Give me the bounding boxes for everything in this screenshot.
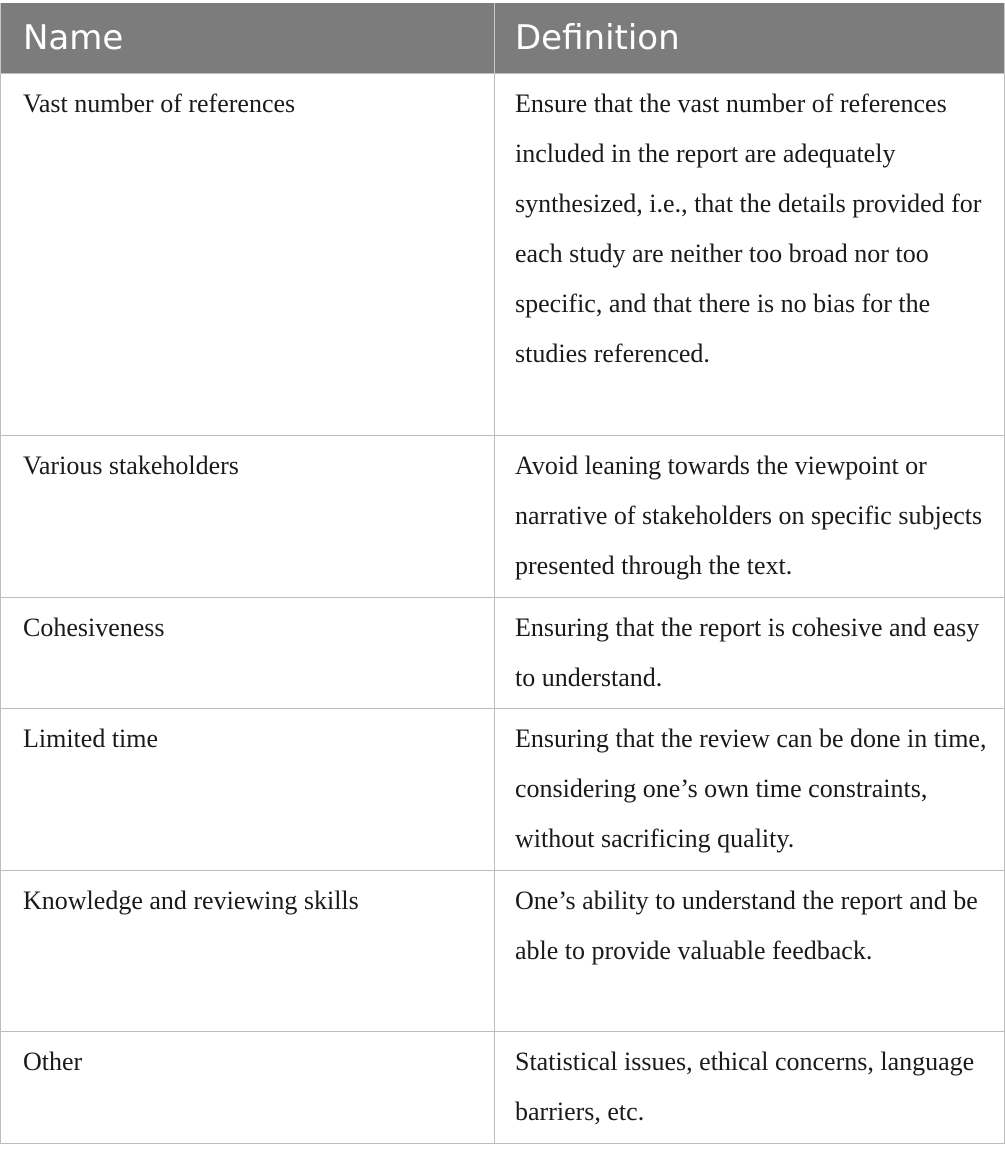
row-definition: Ensure that the vast number of references included in the report are adequately synthesized, i.e., that the details provided for each study are neither too broad nor too specific, and that there is no bias for the studies referenced. — [495, 73, 1005, 435]
row-definition: One’s ability to understand the report and be able to provide valuable feedback. — [495, 870, 1005, 1031]
row-definition: Ensuring that the report is cohesive and easy to understand. — [495, 597, 1005, 708]
table-row — [1, 1031, 1005, 1143]
review-challenges-table-container — [0, 3, 1004, 1144]
table-row — [1, 597, 1005, 708]
table-header — [1, 3, 1005, 73]
header-definition: Definition — [495, 3, 1005, 73]
row-definition: Ensuring that the review can be done in time, considering one’s own time constraints, without sacrificing quality. — [495, 708, 1005, 870]
table-body — [1, 73, 1005, 1143]
row-name: Various stakeholders — [1, 435, 495, 597]
review-challenges-table — [0, 3, 1005, 1144]
table-row — [1, 435, 1005, 597]
header-name: Name — [1, 3, 495, 73]
row-name: Limited time — [1, 708, 495, 870]
row-name: Knowledge and reviewing skills — [1, 870, 495, 1031]
header-row — [1, 3, 1005, 73]
row-name: Other — [1, 1031, 495, 1143]
table-row — [1, 708, 1005, 870]
row-name: Vast number of references — [1, 73, 495, 435]
row-name: Cohesiveness — [1, 597, 495, 708]
table-row — [1, 73, 1005, 435]
row-definition: Statistical issues, ethical concerns, language barriers, etc. — [495, 1031, 1005, 1143]
table-row — [1, 870, 1005, 1031]
row-definition: Avoid leaning towards the viewpoint or narrative of stakeholders on specific subjects presented through the text. — [495, 435, 1005, 597]
